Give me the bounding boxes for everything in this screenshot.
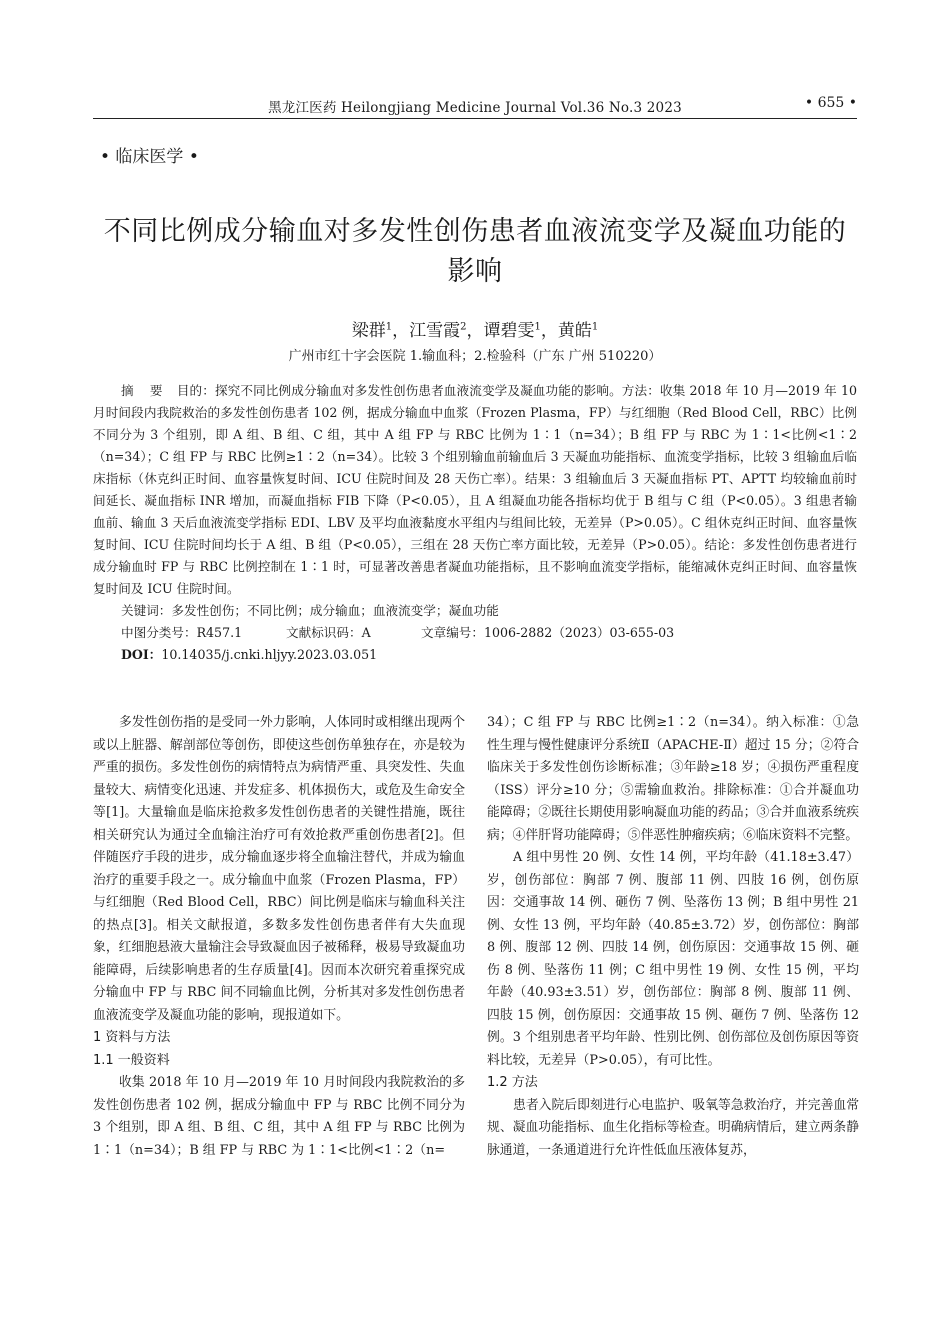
article-number: 文章编号：1006-2882（2023）03-655-03 (421, 625, 675, 640)
journal-citation: 黑龙江医药 Heilongjiang Medicine Journal Vol.36 No.3 2023 (268, 100, 682, 116)
affiliation: 广州市红十字会医院 1.输血科；2.检验科（广东 广州 510220） (288, 349, 662, 364)
author-name: 梁群 (351, 321, 386, 341)
abstract-text: 目的：探究不同比例成分输血对多发性创伤患者血液流变学及凝血功能的影响。方法：收集 2018 年 10 月—2019 年 10 月时间段内我院救治的多发性创伤患者 102 例，据成分输血中血浆（Frozen Plasma，FP）与红细胞（Red Blood Cell，RBC）比例不同分为 3 个组别，即 A 组、B 组、C 组，其中 A 组 FP 与 RBC 比例为 1∶1（n=34）；B 组 FP 与 RBC 为 1∶1<比例<1∶2（n=34）；C 组 FP 与 RBC 比例≥1∶2（n=34）。比较 3 个组别输血前输血后 3 天凝血功能指标、血流变学指标，比较 3 组输血后临床指标（休克纠正时间、血容量恢复时间、ICU 住院时间及 28 天伤亡率）。结果：3 组输血后 3 天凝血指标 PT、APTT 均较输血前时间延长、凝血指标 INR 增加，而凝血指标 FIB 下降（P<0.05），且 A 组凝血功能各指标均优于 B 组与 C 组（P<0.05）。3 组患者输血前、输血 3 天后血液流变学指标 EDI、LBV 及平均血液黏度水平组内与组间比较，无差异（P>0.05）。C 组休克纠正时间、血容量恢复时间、ICU 住院时间均长于 A 组、B 组（P<0.05），三组在 28 天伤亡率方面比较，无差异（P>0.05）。结论：多发性创伤患者进行成分输血时 FP 与 RBC 比例控制在 1∶1 时，可显著改善患者凝血功能指标，且不影响血流变学指标，能缩减休克纠正时间、血容量恢复时间及 ICU 住院时间。 (93, 383, 857, 596)
author-name: ，江雪霞 (392, 321, 461, 341)
section-heading: 1 资料与方法 (93, 1030, 171, 1045)
author-list (0, 316, 950, 341)
doi-line (93, 644, 857, 666)
page-number: • 655 • (804, 95, 857, 111)
title-line-2: 影响 (447, 256, 503, 287)
method-paragraph: 患者入院后即刻进行心电监护、吸氧等急救治疗，并完善血常规、凝血功能指标、血生化指标等检查。明确病情后，建立两条静脉通道，一条通道进行允许性低血压液体复苏， (487, 1097, 859, 1158)
document-code: 文献标识码：A (286, 625, 371, 640)
body-column-left (93, 712, 465, 1162)
subsection-heading: 1.2 方法 (487, 1075, 538, 1090)
author-affil-mark: 2 (460, 321, 467, 333)
column-label: • 临床医学 • (100, 147, 199, 167)
abstract-paragraph (93, 380, 857, 600)
subsection-heading: 1.1 一般资料 (93, 1052, 170, 1068)
author-affil-mark: 1 (534, 321, 541, 333)
doi-label: DOI： (121, 647, 162, 662)
criteria-paragraph: 34）；C 组 FP 与 RBC 比例≥1∶2（n=34）。纳入标准：①急性生理与慢性健康评分系统Ⅱ（APACHE-Ⅱ）超过 15 分；②符合临床关于多发性创伤诊断标准；③年龄≥18 岁；④损伤严重程度（ISS）评分≥10 分；⑤需输血救治。排除标准：①合并凝血功能障碍；②既往长期使用影响凝血功能的药品；③合并血液系统疾病；④伴肝肾功能障碍；⑤伴恶性肿瘤疾病；⑥临床资料不完整。 (487, 715, 859, 843)
author-affil-mark: 1 (591, 321, 599, 333)
body-column-right (487, 712, 859, 1162)
abstract-label: 摘 要 (121, 383, 169, 398)
author-affil-mark: 1 (385, 321, 393, 333)
abstract-block (93, 380, 857, 666)
author-name: ，黄皓 (540, 321, 592, 341)
keywords: 关键词：多发性创伤；不同比例；成分输血；血液流变学；凝血功能 (121, 603, 499, 618)
title-line-1: 不同比例成分输血对多发性创伤患者血液流变学及凝血功能的 (103, 216, 847, 247)
general-data-paragraph: 收集 2018 年 10 月—2019 年 10 月时间段内我院救治的多发性创伤患者 102 例，据成分输血中 FP 与 RBC 比例不同分为 3 个组别，即 A 组、B 组、C 组，其中 A 组 FP 与 RBC 比例为 1∶1（n=34）；B 组 FP 与 RBC 为 1∶1<比例<1∶2（n= (93, 1075, 465, 1158)
classification-line (93, 622, 857, 644)
author-name: ，谭碧雯 (466, 321, 535, 341)
article-title (90, 212, 860, 292)
groups-paragraph: A 组中男性 20 例、女性 14 例，平均年龄（41.18±3.47）岁，创伤部位：胸部 7 例、腹部 11 例、四肢 16 例，创伤原因：交通事故 14 例、砸伤 7 例、坠落伤 13 例；B 组中男性 21 例、女性 13 例，平均年龄（40.85±3.72）岁，创伤部位：胸部 8 例、腹部 12 例、四肢 14 例，创伤原因：交通事故 15 例、砸伤 8 例、坠落伤 11 例；C 组中男性 19 例、女性 15 例，平均年龄（40.93±3.51）岁，创伤部位：胸部 8 例、腹部 11 例、四肢 15 例，创伤原因：交通事故 15 例、砸伤 7 例、坠落伤 12 例。3 个组别患者平均年龄、性别比例、创伤部位及创伤原因等资料比较，无差异（P>0.05），有可比性。 (487, 850, 859, 1068)
running-header (93, 92, 857, 119)
clc-number: 中图分类号：R457.1 (121, 625, 243, 640)
doi-value: 10.14035/j.cnki.hljyy.2023.03.051 (161, 647, 378, 662)
intro-paragraph: 多发性创伤指的是受同一外力影响，人体同时或相继出现两个或以上脏器、解剖部位等创伤，即使这些创伤单独存在，亦是较为严重的损伤。多发性创伤的病情特点为病情严重、具突发性、失血量较大、病情变化迅速、并发症多、机体损伤大，或危及生命安全等[1]。大量输血是临床抢救多发性创伤患者的关键性措施，既往相关研究认为通过全血输注治疗可有效抢救严重创伤患者[2]。但伴随医疗手段的进步，成分输血逐步将全血输注替代，并成为输血治疗的重要手段之一。成分输血中血浆（Frozen Plasma，FP）与红细胞（Red Blood Cell，RBC）间比例是临床与输血科关注的热点[3]。相关文献报道，多数多发性创伤患者伴有大失血现象，红细胞悬液大量输注会导致凝血因子被稀释，极易导致凝血功能障碍，后续影响患者的生存质量[4]。因而本次研究着重探究成分输血中 FP 与 RBC 间不同输血比例，分析其对多发性创伤患者血液流变学及凝血功能的影响，现报道如下。 (93, 715, 465, 1023)
